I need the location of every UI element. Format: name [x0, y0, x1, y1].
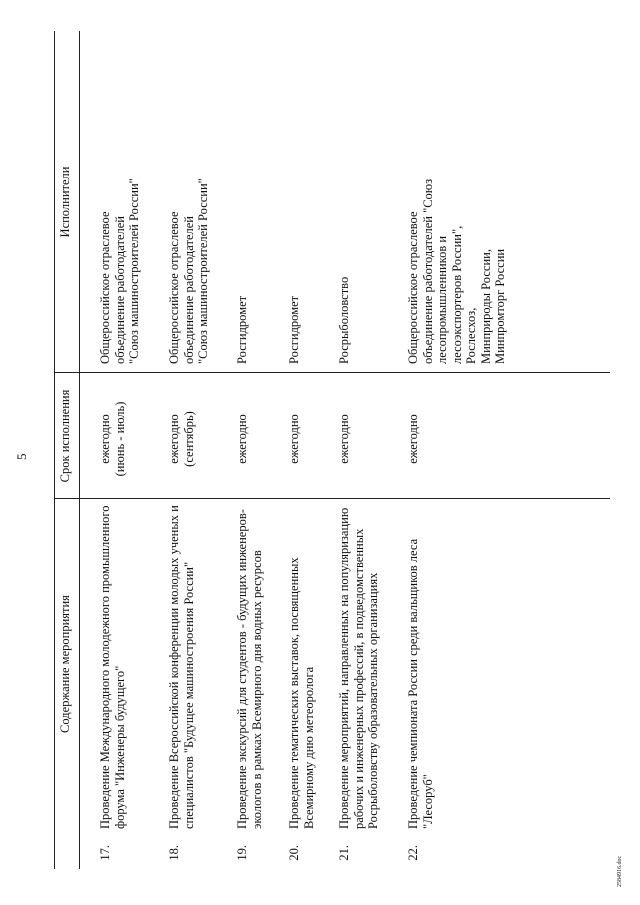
event-term: ежегодно: [235, 414, 249, 464]
row-number: 20.: [287, 845, 301, 861]
event-content: Проведение Всероссийской конференции молодых ученых и специалистов "Будущее машиностроения России": [167, 505, 196, 829]
event-executors: Общероссийское отраслевое объединение работодателей "Союз лесопромышленников и лесоэкспортеров России", Рослесхоз, Минприроды России, Минпромторг России: [406, 178, 507, 364]
row-number: 17.: [98, 845, 112, 861]
event-executors: Росгидромет: [287, 295, 301, 364]
row-number: 22.: [406, 845, 420, 861]
column-divider-term: [54, 498, 610, 499]
event-term: ежегодно (сентябрь): [167, 411, 196, 467]
header-content: Содержание мероприятия: [58, 595, 72, 733]
table-top-border: [54, 31, 55, 869]
event-term: ежегодно: [337, 414, 351, 464]
event-content: Проведение мероприятий, направленных на популяризацию рабочих и инженерных профессий, в подведомственных Росрыболовству образовательных организациях: [337, 507, 380, 829]
table-header-border: [79, 31, 80, 869]
event-executors: Росрыболовство: [337, 276, 351, 364]
header-term: Срок исполнения: [58, 389, 72, 483]
document-code: 2584916.doc: [617, 855, 623, 887]
event-content: Проведение экскурсий для студентов - будущих инженеров- экологов в рамках Всемирного дня водных ресурсов: [235, 509, 264, 829]
event-content: Проведение Международного молодежного промышленного форума "Инженеры будущего": [98, 505, 127, 829]
page-number: 5: [14, 453, 29, 460]
event-executors: Росгидромет: [235, 295, 249, 364]
event-executors: Общероссийское отраслевое объединение работодателей "Союз машиностроителей России": [98, 178, 141, 364]
column-divider-executors: [54, 372, 610, 373]
event-content: Проведение чемпионата России среди вальщиков леса "Лесоруб": [406, 538, 435, 829]
row-number: 19.: [235, 845, 249, 861]
event-term: ежегодно (июнь - июль): [98, 401, 127, 477]
row-number: 21.: [337, 845, 351, 861]
event-term: ежегодно: [287, 414, 301, 464]
row-number: 18.: [167, 845, 181, 861]
event-term: ежегодно: [406, 414, 420, 464]
header-executors: Исполнители: [58, 166, 72, 238]
event-executors: Общероссийское отраслевое объединение работодателей "Союз машиностроителей России": [167, 178, 210, 364]
event-content: Проведение тематических выставок, посвященных Всемирному дню метеоролога: [287, 557, 316, 829]
